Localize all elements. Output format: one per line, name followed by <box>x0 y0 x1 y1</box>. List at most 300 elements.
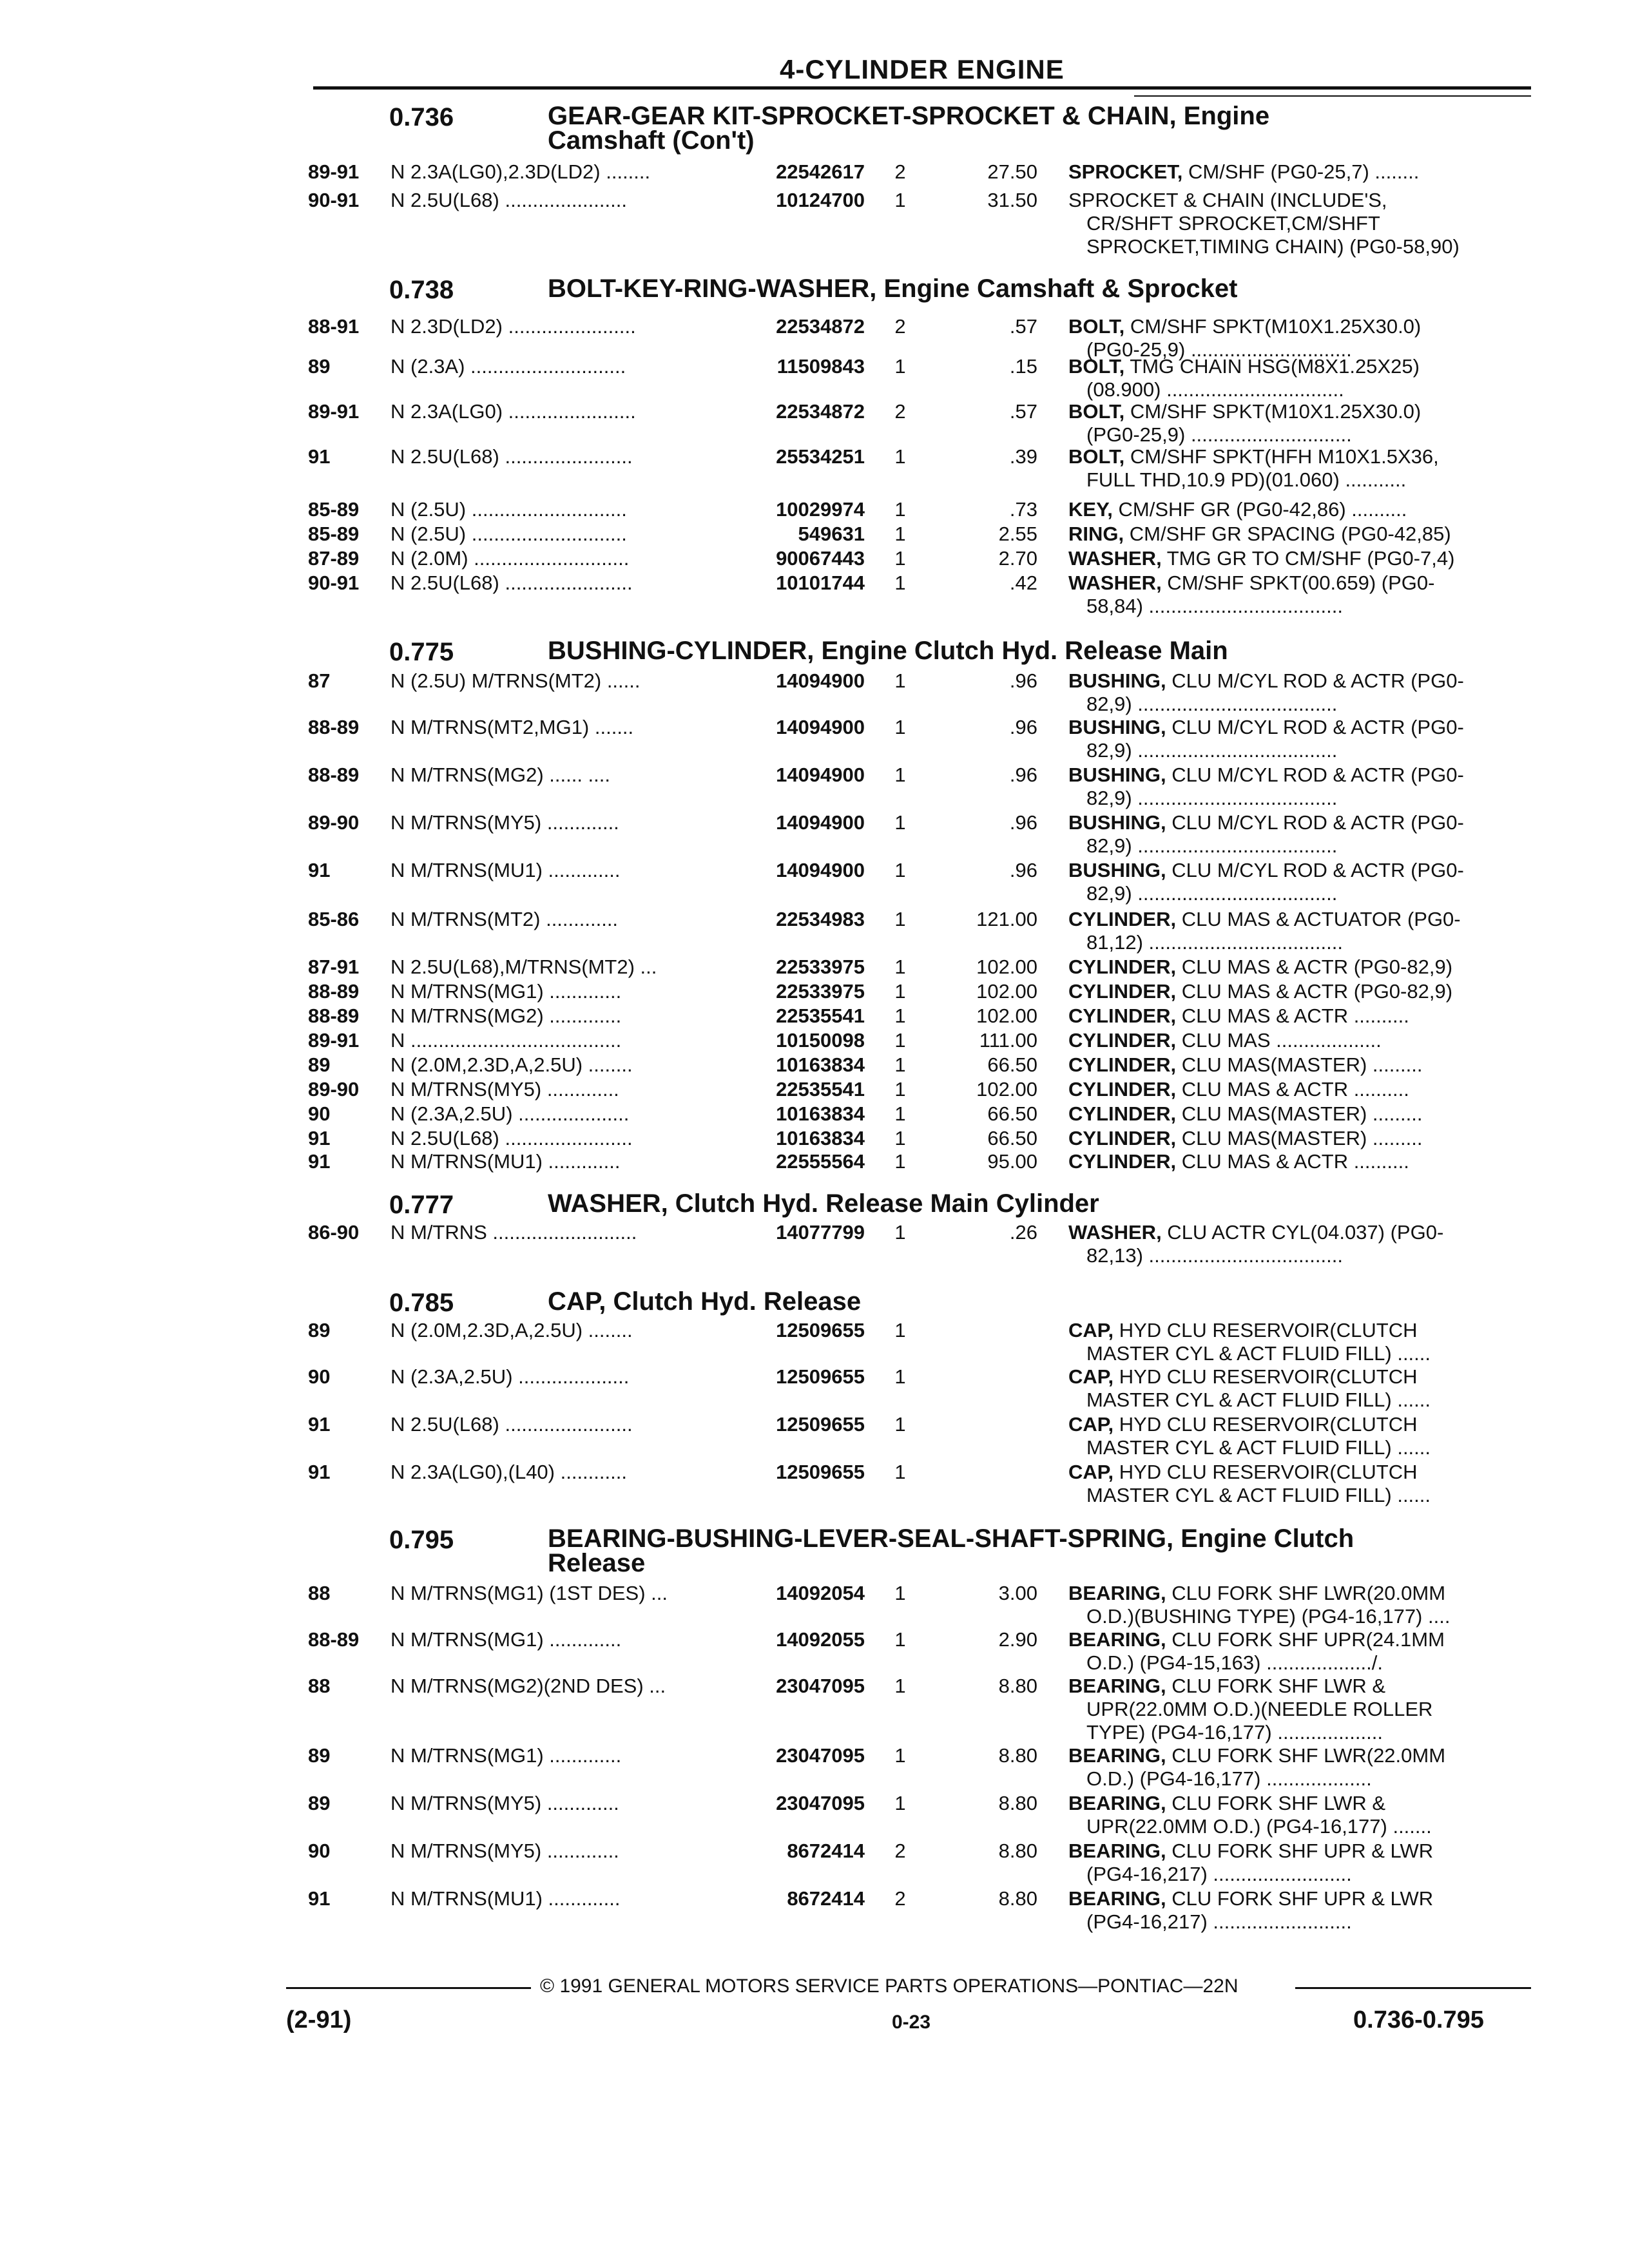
part-description: BOLT, CM/SHF SPKT(HFH M10X1.5X36, <box>1068 446 1439 468</box>
quantity: 2 <box>894 1840 906 1862</box>
part-description: CAP, HYD CLU RESERVOIR(CLUTCH <box>1068 1366 1418 1388</box>
part-description-line <box>0 595 1629 617</box>
list-price: .96 <box>1009 811 1037 834</box>
part-number: 22533975 <box>776 956 865 978</box>
part-name: BUSHING, <box>1068 812 1166 834</box>
list-price: 102.00 <box>976 980 1037 1003</box>
list-price: 111.00 <box>979 1029 1037 1052</box>
part-name: KEY, <box>1068 499 1113 521</box>
part-name: WASHER, <box>1068 1222 1162 1244</box>
model-years: 91 <box>308 1413 331 1436</box>
list-price: 102.00 <box>976 956 1037 978</box>
part-name: CYLINDER, <box>1068 956 1177 978</box>
model-years: 88-89 <box>308 716 360 738</box>
part-description-line <box>0 1366 1629 1388</box>
part-description-line <box>0 1911 1629 1933</box>
part-number: 10163834 <box>776 1053 865 1076</box>
application: N (2.3A,2.5U) .................... <box>390 1366 630 1388</box>
quantity: 2 <box>894 315 906 338</box>
list-price: 95.00 <box>987 1150 1037 1173</box>
part-number: 549631 <box>798 523 865 545</box>
part-description: BOLT, TMG CHAIN HSG(M8X1.25X25) <box>1068 356 1420 378</box>
part-description: BEARING, CLU FORK SHF UPR(24.1MM <box>1068 1629 1445 1651</box>
list-price: 66.50 <box>987 1102 1037 1125</box>
section-title: Camshaft (Con't) <box>548 126 755 155</box>
model-years: 89-91 <box>308 160 360 183</box>
part-description: MASTER CYL & ACT FLUID FILL) ...... <box>1086 1437 1431 1459</box>
model-years: 90 <box>308 1365 331 1388</box>
model-years: 86-90 <box>308 1221 360 1244</box>
part-number: 12509655 <box>776 1319 865 1341</box>
section-title: BOLT-KEY-RING-WASHER, Engine Camshaft & Sprocket <box>548 274 1238 303</box>
part-description-line <box>0 424 1629 446</box>
application: N (2.3A) ............................ <box>390 356 626 378</box>
application: N (2.0M,2.3D,A,2.5U) ........ <box>390 1320 633 1341</box>
part-description: WASHER, CLU ACTR CYL(04.037) (PG0- <box>1068 1222 1444 1244</box>
part-name: BEARING, <box>1068 1675 1166 1697</box>
quantity: 1 <box>894 572 906 594</box>
part-description-line <box>0 1079 1629 1100</box>
part-description: BEARING, CLU FORK SHF UPR & LWR <box>1068 1888 1434 1910</box>
part-description-line <box>0 1485 1629 1506</box>
part-description-line <box>0 1722 1629 1744</box>
quantity: 1 <box>894 1413 906 1436</box>
part-description: FULL THD,10.9 PD)(01.060) ........... <box>1086 469 1407 491</box>
part-name: WASHER, <box>1068 548 1162 570</box>
model-years: 88-89 <box>308 1004 360 1027</box>
part-number: 22535541 <box>776 1078 865 1100</box>
application: N 2.5U(L68) ....................... <box>390 446 633 468</box>
part-number: 14092055 <box>776 1628 865 1651</box>
part-description: MASTER CYL & ACT FLUID FILL) ...... <box>1086 1389 1431 1411</box>
list-price: .42 <box>1009 572 1037 594</box>
list-price: 3.00 <box>998 1582 1037 1604</box>
quantity: 1 <box>894 1221 906 1244</box>
part-description-line <box>0 379 1629 401</box>
part-description-line <box>0 1030 1629 1052</box>
list-price: .96 <box>1009 764 1037 786</box>
model-years: 91 <box>308 1127 331 1149</box>
part-description-line <box>0 548 1629 570</box>
part-name: CYLINDER, <box>1068 1103 1177 1125</box>
model-years: 90-91 <box>308 189 360 211</box>
part-name: BUSHING, <box>1068 764 1166 786</box>
part-description-line <box>0 693 1629 715</box>
part-description-line <box>0 1151 1629 1173</box>
part-number: 10029974 <box>776 498 865 521</box>
part-number: 10163834 <box>776 1127 865 1149</box>
quantity: 1 <box>894 716 906 738</box>
application: N 2.3A(LG0),(L40) ............ <box>390 1461 627 1483</box>
application: N (2.5U) ............................ <box>390 523 627 545</box>
application: N (2.0M,2.3D,A,2.5U) ........ <box>390 1054 633 1076</box>
quantity: 2 <box>894 160 906 183</box>
part-name: RING, <box>1068 523 1124 545</box>
part-description: 82,9) .................................... <box>1086 787 1338 809</box>
model-years: 91 <box>308 1150 331 1173</box>
application: N 2.5U(L68),M/TRNS(MT2) ... <box>390 956 657 978</box>
application: N (2.0M) ............................ <box>390 548 630 570</box>
quantity: 1 <box>894 1365 906 1388</box>
application: N M/TRNS(MU1) ............. <box>390 1888 621 1910</box>
section-number: 0.736 <box>389 103 454 131</box>
list-price: 8.80 <box>998 1675 1037 1697</box>
list-price: .96 <box>1009 716 1037 738</box>
model-years: 91 <box>308 1461 331 1483</box>
list-price: 121.00 <box>976 908 1037 930</box>
model-years: 88 <box>308 1675 331 1697</box>
application: N M/TRNS(MU1) ............. <box>390 1151 621 1173</box>
part-name: BUSHING, <box>1068 716 1166 738</box>
part-number: 22533975 <box>776 980 865 1003</box>
part-description: CAP, HYD CLU RESERVOIR(CLUTCH <box>1068 1414 1418 1436</box>
application: N M/TRNS(MG1) (1ST DES) ... <box>390 1582 668 1604</box>
application: N 2.5U(L68) ....................... <box>390 572 633 594</box>
part-description: CYLINDER, CLU MAS & ACTR (PG0-82,9) <box>1068 956 1453 978</box>
application: N M/TRNS(MG1) ............. <box>390 1745 622 1767</box>
list-price: .96 <box>1009 669 1037 692</box>
part-description: (08.900) ................................ <box>1086 379 1344 401</box>
part-description: CYLINDER, CLU MAS & ACTR .......... <box>1068 1005 1409 1027</box>
list-price: .96 <box>1009 859 1037 881</box>
part-number: 14094900 <box>776 669 865 692</box>
part-description-line <box>0 446 1629 468</box>
part-description: CYLINDER, CLU MAS(MASTER) ......... <box>1068 1054 1423 1076</box>
part-description: CYLINDER, CLU MAS(MASTER) ......... <box>1068 1128 1423 1149</box>
quantity: 1 <box>894 1628 906 1651</box>
part-description: CAP, HYD CLU RESERVOIR(CLUTCH <box>1068 1320 1418 1341</box>
part-description: (PG0-25,9) ............................. <box>1086 339 1352 361</box>
part-number: 22534872 <box>776 400 865 423</box>
quantity: 1 <box>894 1461 906 1483</box>
list-price: 66.50 <box>987 1127 1037 1149</box>
quantity: 1 <box>894 1127 906 1149</box>
list-price: 8.80 <box>998 1887 1037 1910</box>
part-description: CYLINDER, CLU MAS & ACTR .......... <box>1068 1079 1409 1100</box>
application: N M/TRNS(MT2) ............. <box>390 908 619 930</box>
quantity: 1 <box>894 811 906 834</box>
part-description: BEARING, CLU FORK SHF LWR & <box>1068 1675 1386 1697</box>
model-years: 89 <box>308 1053 331 1076</box>
model-years: 89-90 <box>308 1078 360 1100</box>
model-years: 87-91 <box>308 956 360 978</box>
part-description-line <box>0 812 1629 834</box>
model-years: 90 <box>308 1102 331 1125</box>
part-description-line <box>0 1005 1629 1027</box>
section-number: 0.775 <box>389 638 454 666</box>
list-price: 8.80 <box>998 1840 1037 1862</box>
model-years: 90 <box>308 1840 331 1862</box>
quantity: 1 <box>894 859 906 881</box>
application: N M/TRNS(MY5) ............. <box>390 1840 619 1862</box>
part-number: 25534251 <box>776 445 865 468</box>
part-description: 82,9) .................................... <box>1086 835 1338 857</box>
part-description-line <box>0 1768 1629 1790</box>
list-price: .15 <box>1009 355 1037 378</box>
model-years: 85-89 <box>308 523 360 545</box>
quantity: 1 <box>894 1319 906 1341</box>
part-description: 82,13) ................................... <box>1086 1245 1343 1267</box>
part-description-line <box>0 1437 1629 1459</box>
model-years: 90-91 <box>308 572 360 594</box>
quantity: 1 <box>894 523 906 545</box>
page-title: 4-CYLINDER ENGINE <box>780 54 1065 84</box>
part-number: 22555564 <box>776 1150 865 1173</box>
model-years: 89 <box>308 355 331 378</box>
part-name: CYLINDER, <box>1068 908 1177 930</box>
part-description-line <box>0 1103 1629 1125</box>
quantity: 1 <box>894 1792 906 1814</box>
list-price: 2.90 <box>998 1628 1037 1651</box>
part-name: BEARING, <box>1068 1888 1166 1910</box>
part-description: (PG0-25,9) ............................. <box>1086 424 1352 446</box>
list-price: 102.00 <box>976 1004 1037 1027</box>
part-description-line <box>0 499 1629 521</box>
list-price: 66.50 <box>987 1053 1037 1076</box>
part-description-line <box>0 1245 1629 1267</box>
part-number: 11509843 <box>776 355 865 378</box>
part-name: CAP, <box>1068 1414 1114 1436</box>
model-years: 88-89 <box>308 1628 360 1651</box>
quantity: 1 <box>894 1078 906 1100</box>
application: N M/TRNS(MY5) ............. <box>390 1079 619 1100</box>
quantity: 1 <box>894 908 906 930</box>
part-name: CYLINDER, <box>1068 981 1177 1003</box>
section-title: Release <box>548 1549 646 1577</box>
part-name: BOLT, <box>1068 401 1125 423</box>
part-description: BUSHING, CLU M/CYL ROD & ACTR (PG0- <box>1068 764 1464 786</box>
part-description-line <box>0 932 1629 954</box>
section-title: BUSHING-CYLINDER, Engine Clutch Hyd. Release Main <box>548 637 1228 665</box>
model-years: 85-86 <box>308 908 360 930</box>
part-description-line <box>0 356 1629 378</box>
part-description-line <box>0 787 1629 809</box>
application: N M/TRNS(MG2)(2ND DES) ... <box>390 1675 666 1697</box>
part-description-line <box>0 572 1629 594</box>
part-description: BEARING, CLU FORK SHF LWR(22.0MM <box>1068 1745 1446 1767</box>
part-description: WASHER, CM/SHF SPKT(00.659) (PG0- <box>1068 572 1435 594</box>
part-name: BOLT, <box>1068 446 1125 468</box>
model-years: 85-89 <box>308 498 360 521</box>
part-number: 22535541 <box>776 1004 865 1027</box>
part-description-line <box>0 883 1629 905</box>
part-name: BUSHING, <box>1068 860 1166 881</box>
part-description: (PG4-16,217) ......................... <box>1086 1863 1352 1885</box>
application: N 2.3D(LD2) ....................... <box>390 316 636 338</box>
part-description-line <box>0 956 1629 978</box>
list-price: 102.00 <box>976 1078 1037 1100</box>
part-number: 14094900 <box>776 764 865 786</box>
part-description: BEARING, CLU FORK SHF UPR & LWR <box>1068 1840 1434 1862</box>
section-title: BEARING-BUSHING-LEVER-SEAL-SHAFT-SPRING, Engine Clutch <box>548 1524 1354 1553</box>
application: N (2.5U) M/TRNS(MT2) ...... <box>390 670 641 692</box>
part-description-line <box>0 670 1629 692</box>
part-description: O.D.) (PG4-16,177) ................... <box>1086 1768 1372 1790</box>
part-name: BEARING, <box>1068 1582 1166 1604</box>
part-description: BUSHING, CLU M/CYL ROD & ACTR (PG0- <box>1068 860 1464 881</box>
application: N M/TRNS(MT2,MG1) ....... <box>390 716 634 738</box>
part-number: 14094900 <box>776 716 865 738</box>
part-description-line <box>0 1792 1629 1814</box>
part-name: BOLT, <box>1068 316 1125 338</box>
model-years: 89 <box>308 1744 331 1767</box>
part-name: CYLINDER, <box>1068 1128 1177 1149</box>
application: N 2.3A(LG0) ....................... <box>390 401 636 423</box>
part-name: CAP, <box>1068 1461 1114 1483</box>
part-description-line <box>0 1054 1629 1076</box>
model-years: 89 <box>308 1319 331 1341</box>
application: N M/TRNS .......................... <box>390 1222 637 1244</box>
application: N ...................................... <box>390 1030 622 1052</box>
part-description-line <box>0 740 1629 762</box>
quantity: 1 <box>894 1053 906 1076</box>
part-number: 12509655 <box>776 1413 865 1436</box>
model-years: 91 <box>308 1887 331 1910</box>
part-description-line <box>0 1606 1629 1628</box>
section-number: 0.738 <box>389 276 454 304</box>
part-description: BEARING, CLU FORK SHF LWR & <box>1068 1792 1386 1814</box>
quantity: 1 <box>894 445 906 468</box>
part-description-line <box>0 1888 1629 1910</box>
model-years: 88 <box>308 1582 331 1604</box>
part-description-line <box>0 835 1629 857</box>
part-number: 12509655 <box>776 1365 865 1388</box>
quantity: 1 <box>894 1150 906 1173</box>
section-number: 0.785 <box>389 1289 454 1317</box>
section-number: 0.777 <box>389 1191 454 1219</box>
model-years: 89 <box>308 1792 331 1814</box>
footer-rule-left <box>286 1987 531 1989</box>
quantity: 1 <box>894 1102 906 1125</box>
part-number: 14094900 <box>776 859 865 881</box>
model-years: 89-90 <box>308 811 360 834</box>
application: N (2.3A,2.5U) .................... <box>390 1103 630 1125</box>
list-price: .73 <box>1009 498 1037 521</box>
quantity: 1 <box>894 956 906 978</box>
part-number: 22534872 <box>776 315 865 338</box>
part-description: CYLINDER, CLU MAS & ACTUATOR (PG0- <box>1068 908 1461 930</box>
part-number: 90067443 <box>776 547 865 570</box>
part-description: MASTER CYL & ACT FLUID FILL) ...... <box>1086 1485 1431 1506</box>
list-price: 2.55 <box>998 523 1037 545</box>
application: N M/TRNS(MY5) ............. <box>390 812 619 834</box>
section-title: CAP, Clutch Hyd. Release <box>548 1287 862 1316</box>
part-description: CR/SHFT SPROCKET,CM/SHFT <box>1086 213 1380 235</box>
application: N M/TRNS(MG2) ............. <box>390 1005 622 1027</box>
part-number: 12509655 <box>776 1461 865 1483</box>
part-description: 58,84) ................................... <box>1086 595 1343 617</box>
part-description: BOLT, CM/SHF SPKT(M10X1.25X30.0) <box>1068 316 1422 338</box>
quantity: 1 <box>894 1744 906 1767</box>
part-description-line <box>0 716 1629 738</box>
application: N (2.5U) ............................ <box>390 499 627 521</box>
application: N 2.5U(L68) ....................... <box>390 1414 633 1436</box>
application: N 2.3A(LG0),2.3D(LD2) ........ <box>390 161 651 183</box>
part-description: O.D.) (PG4-15,163) .................../. <box>1086 1652 1383 1674</box>
part-name: CYLINDER, <box>1068 1151 1177 1173</box>
application: N M/TRNS(MG1) ............. <box>390 1629 622 1651</box>
part-number: 22534983 <box>776 908 865 930</box>
section-title: WASHER, Clutch Hyd. Release Main Cylinder <box>548 1189 1099 1218</box>
part-name: CYLINDER, <box>1068 1054 1177 1076</box>
quantity: 2 <box>894 1887 906 1910</box>
section-title: GEAR-GEAR KIT-SPROCKET-SPROCKET & CHAIN, Engine <box>548 102 1270 130</box>
part-name: SPROCKET, <box>1068 161 1183 183</box>
part-name: BEARING, <box>1068 1745 1166 1767</box>
part-number: 8672414 <box>787 1840 865 1862</box>
model-years: 87-89 <box>308 547 360 570</box>
part-number: 23047095 <box>776 1792 865 1814</box>
part-description-line <box>0 401 1629 423</box>
part-description-line <box>0 1389 1629 1411</box>
part-number: 23047095 <box>776 1744 865 1767</box>
part-description: SPROCKET,TIMING CHAIN) (PG0-58,90) <box>1086 236 1460 258</box>
part-description-line <box>0 1675 1629 1697</box>
list-price: 8.80 <box>998 1744 1037 1767</box>
part-description: BOLT, CM/SHF SPKT(M10X1.25X30.0) <box>1068 401 1422 423</box>
part-description-line <box>0 1414 1629 1436</box>
section-number: 0.795 <box>389 1526 454 1554</box>
application: N M/TRNS(MU1) ............. <box>390 860 621 881</box>
part-description-line <box>0 1461 1629 1483</box>
part-description: CYLINDER, CLU MAS ................... <box>1068 1030 1382 1052</box>
part-description-line <box>0 1128 1629 1149</box>
model-years: 88-89 <box>308 764 360 786</box>
part-description-line <box>0 908 1629 930</box>
part-description-line <box>0 1863 1629 1885</box>
part-name: WASHER, <box>1068 572 1162 594</box>
application: N M/TRNS(MY5) ............. <box>390 1792 619 1814</box>
model-years: 91 <box>308 859 331 881</box>
part-description: BUSHING, CLU M/CYL ROD & ACTR (PG0- <box>1068 716 1464 738</box>
part-number: 8672414 <box>787 1887 865 1910</box>
quantity: 1 <box>894 355 906 378</box>
part-description: CAP, HYD CLU RESERVOIR(CLUTCH <box>1068 1461 1418 1483</box>
part-description-line <box>0 1320 1629 1341</box>
part-description: RING, CM/SHF GR SPACING (PG0-42,85) <box>1068 523 1451 545</box>
application: N 2.5U(L68) ....................... <box>390 1128 633 1149</box>
part-description: 81,12) ................................... <box>1086 932 1343 954</box>
section-range: 0.736-0.795 <box>1353 2006 1484 2033</box>
part-description-line <box>0 1840 1629 1862</box>
part-description-line <box>0 764 1629 786</box>
header-rule <box>313 86 1531 90</box>
quantity: 1 <box>894 669 906 692</box>
part-number: 22542617 <box>776 160 865 183</box>
quantity: 1 <box>894 1004 906 1027</box>
part-description: UPR(22.0MM O.D.)(NEEDLE ROLLER <box>1086 1698 1433 1720</box>
part-number: 14092054 <box>776 1582 865 1604</box>
part-name: BOLT, <box>1068 356 1125 378</box>
part-description-line <box>0 1629 1629 1651</box>
part-description: O.D.)(BUSHING TYPE) (PG4-16,177) .... <box>1086 1606 1451 1628</box>
part-description: TYPE) (PG4-16,177) ................... <box>1086 1722 1383 1744</box>
part-description: MASTER CYL & ACT FLUID FILL) ...... <box>1086 1343 1431 1365</box>
part-description: WASHER, TMG GR TO CM/SHF (PG0-7,4) <box>1068 548 1455 570</box>
part-description: CYLINDER, CLU MAS & ACTR (PG0-82,9) <box>1068 981 1453 1003</box>
list-price: .57 <box>1009 315 1037 338</box>
part-description: KEY, CM/SHF GR (PG0-42,86) .......... <box>1068 499 1407 521</box>
quantity: 1 <box>894 498 906 521</box>
part-description-line <box>0 236 1629 258</box>
quantity: 1 <box>894 1675 906 1697</box>
part-description: (PG4-16,217) ......................... <box>1086 1911 1352 1933</box>
part-description-line <box>0 213 1629 235</box>
list-price: 27.50 <box>987 160 1037 183</box>
quantity: 2 <box>894 400 906 423</box>
copyright-notice: © 1991 GENERAL MOTORS SERVICE PARTS OPERATIONS—PONTIAC—22N <box>540 1975 1239 1997</box>
part-name: CYLINDER, <box>1068 1079 1177 1100</box>
